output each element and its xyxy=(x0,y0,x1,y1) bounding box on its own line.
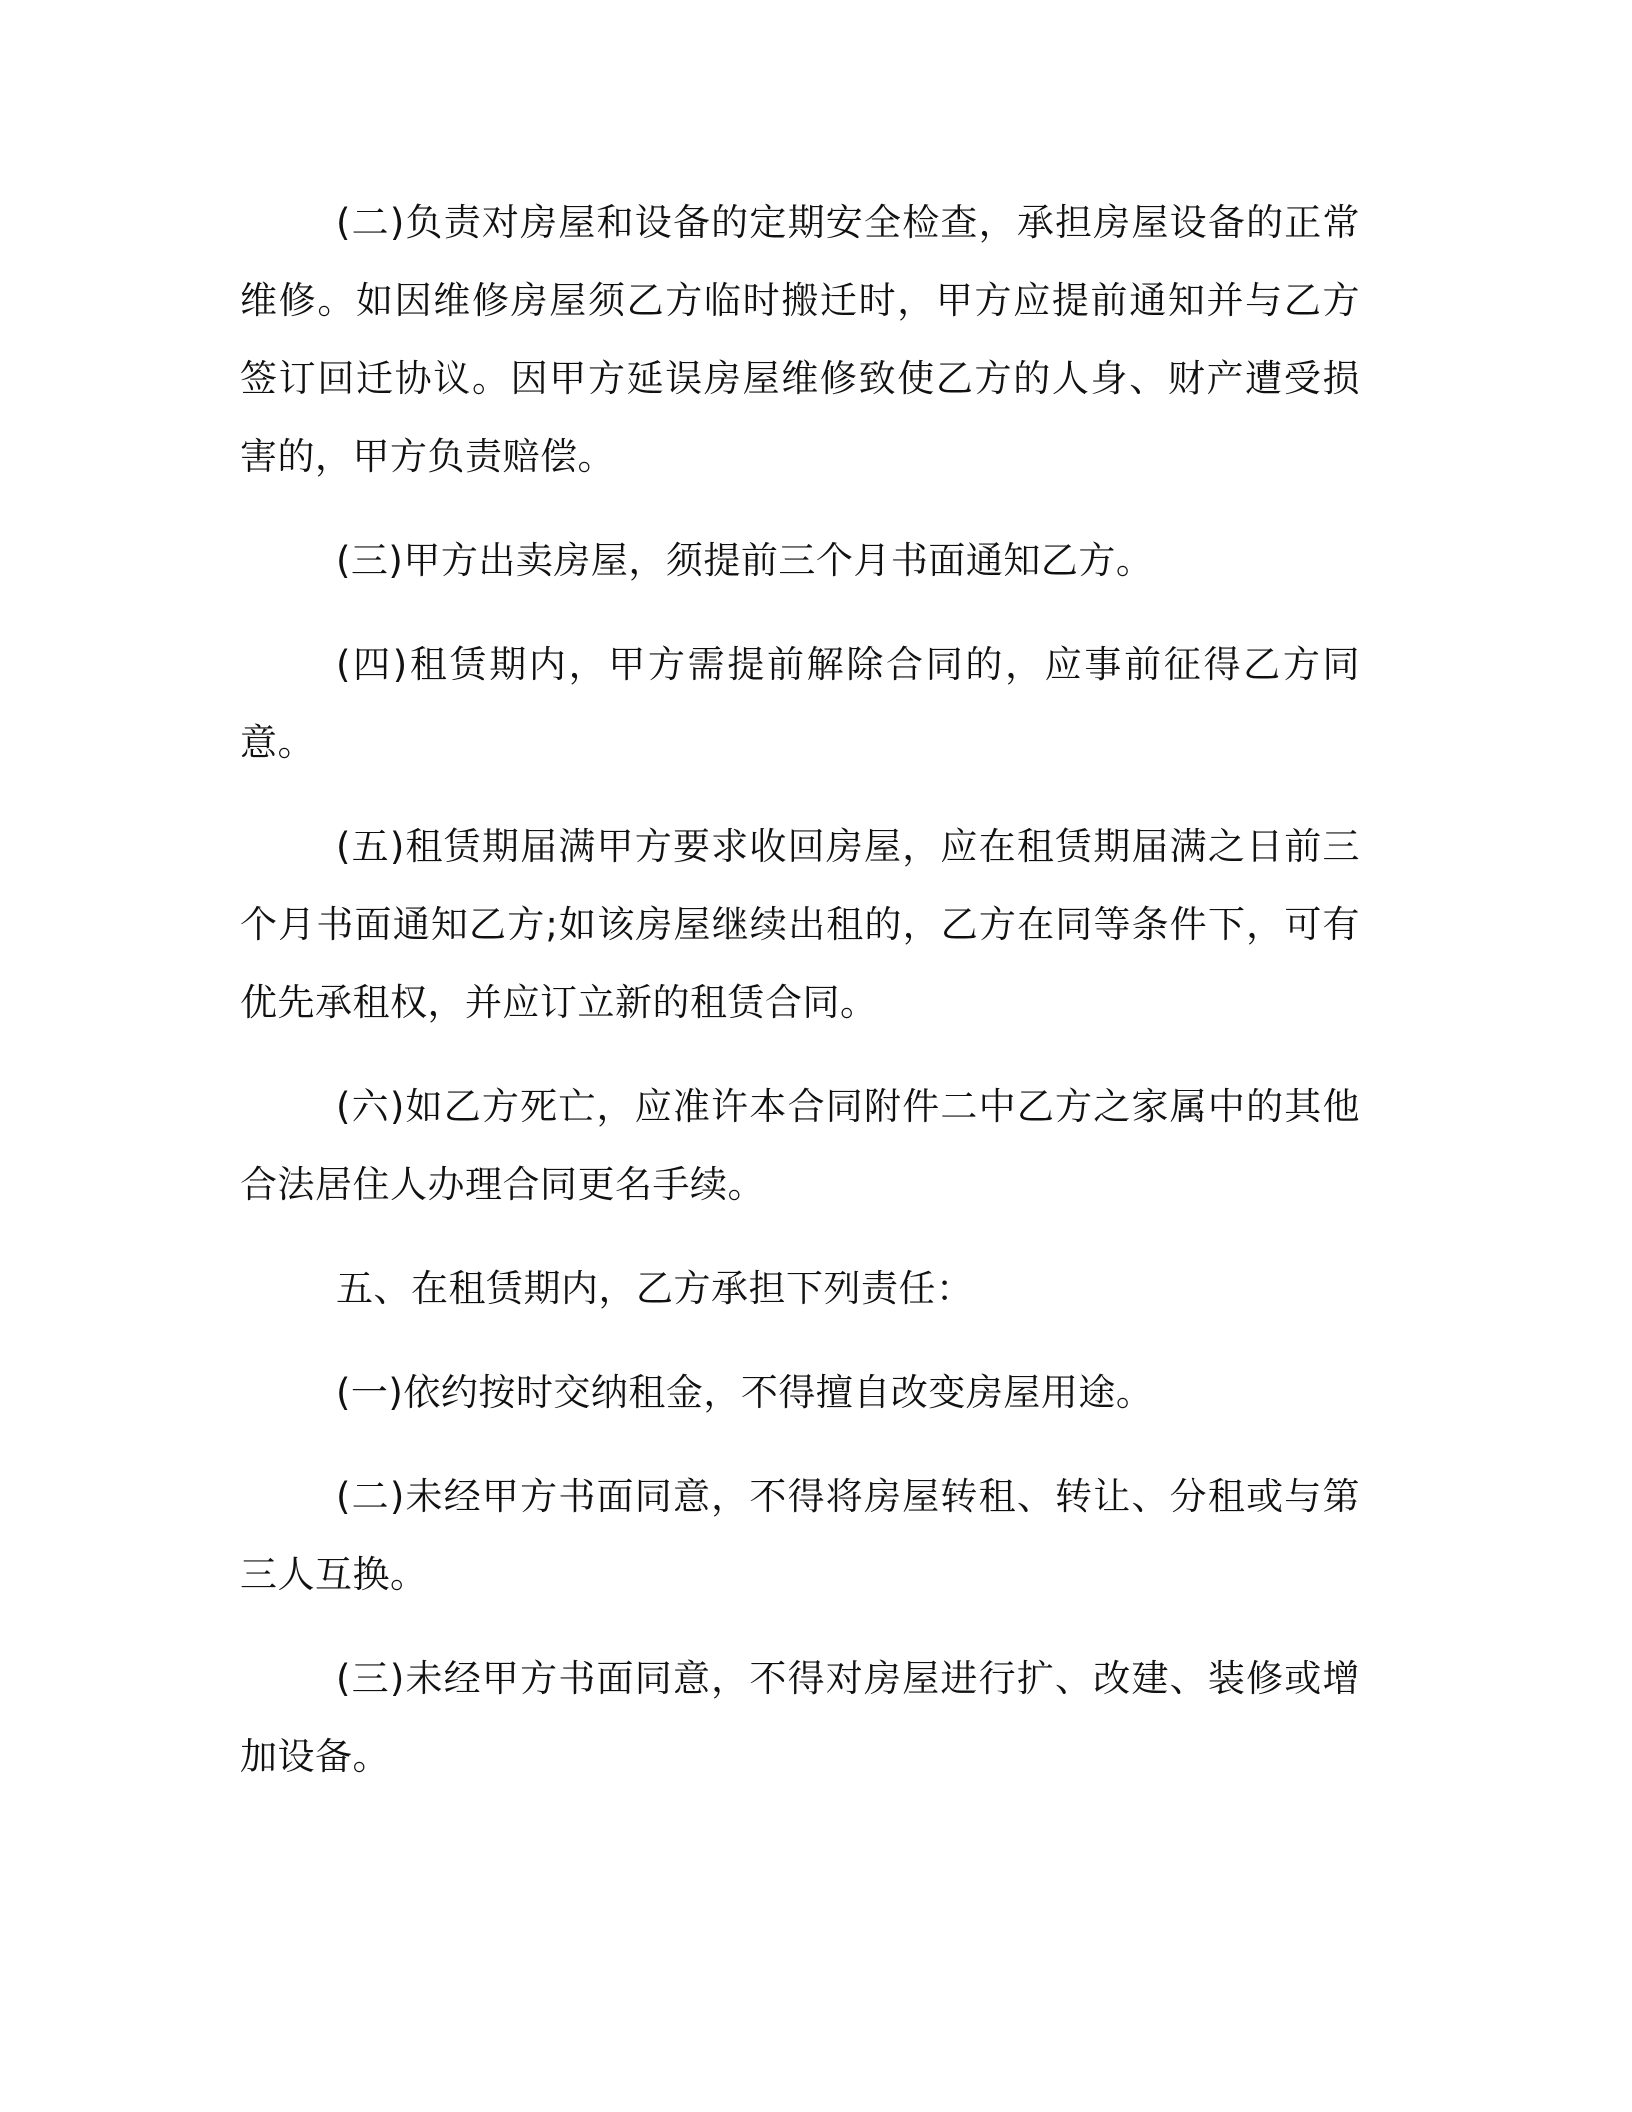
paragraph-tenant-duty-3: (三)未经甲方书面同意，不得对房屋进行扩、改建、装修或增加设备。 xyxy=(240,1657,1360,1778)
paragraph-tenant-duty-2: (二)未经甲方书面同意，不得将房屋转租、转让、分租或与第三人互换。 xyxy=(240,1475,1360,1596)
paragraph-landlord-duty-4: (四)租赁期内，甲方需提前解除合同的，应事前征得乙方同意。 xyxy=(240,643,1360,764)
section-heading-tenant-duties: 五、在租赁期内，乙方承担下列责任： xyxy=(336,1267,974,1310)
paragraph-landlord-duty-6: (六)如乙方死亡，应准许本合同附件二中乙方之家属中的其他合法居住人办理合同更名手续。 xyxy=(240,1085,1360,1206)
paragraph-landlord-duty-5: (五)租赁期届满甲方要求收回房屋，应在租赁期届满之日前三个月书面通知乙方;如该房屋继续出租的，乙方在同等条件下，可有优先承租权，并应订立新的租赁合同。 xyxy=(240,825,1360,1024)
document-body xyxy=(240,184,1360,1822)
paragraph-tenant-duty-1: (一)依约按时交纳租金，不得擅自改变房屋用途。 xyxy=(336,1371,1154,1414)
paragraph-landlord-duty-2: (二)负责对房屋和设备的定期安全检查，承担房屋设备的正常维修。如因维修房屋须乙方临时搬迁时，甲方应提前通知并与乙方签订回迁协议。因甲方延误房屋维修致使乙方的人身、财产遭受损害的，甲方负责赔偿。 xyxy=(240,201,1360,478)
paragraph-landlord-duty-3: (三)甲方出卖房屋，须提前三个月书面通知乙方。 xyxy=(336,539,1154,582)
